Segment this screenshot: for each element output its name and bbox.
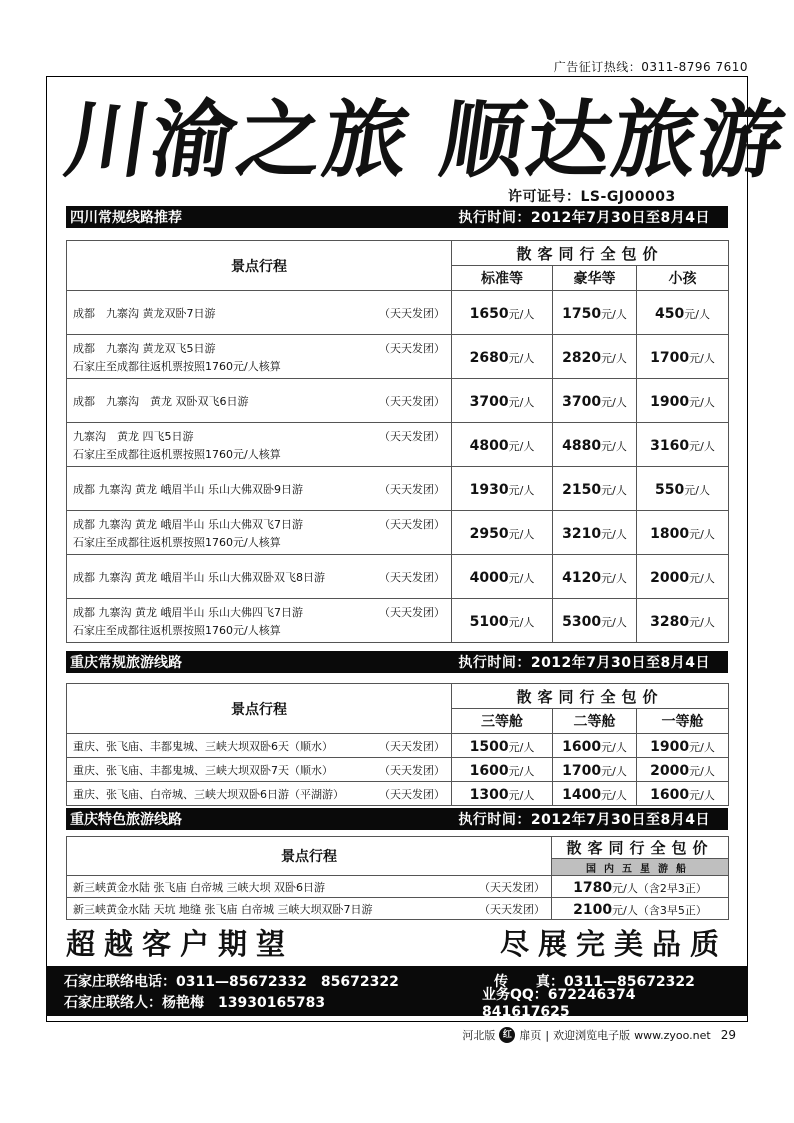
- price-unit: 元/人: [689, 765, 715, 778]
- price-unit: 元/人: [508, 484, 535, 497]
- price-cell: [452, 782, 553, 806]
- route-line: [73, 340, 445, 356]
- price-value: 3160: [650, 438, 690, 454]
- route-line: [73, 901, 545, 917]
- price-value: 1800: [650, 526, 690, 542]
- section-period: 执行时间：2012年7月30日至8月4日: [458, 210, 710, 226]
- price-unit: 元/人: [684, 308, 710, 321]
- price-cell: [553, 555, 637, 599]
- price-unit: 元/人: [689, 352, 715, 365]
- table-row: [67, 379, 729, 423]
- price-value: 2820: [562, 350, 602, 366]
- departure-frequency: （天天发团）: [379, 341, 445, 355]
- price-cell: [637, 423, 729, 467]
- contact-person: 石家庄联络人：杨艳梅 13930165783: [64, 994, 326, 1011]
- price-unit: 元/人: [689, 789, 715, 802]
- table-row: [67, 758, 729, 782]
- price-cell: [553, 782, 637, 806]
- class-header: 标准等: [452, 266, 553, 291]
- section-bar-chongqing: [66, 651, 728, 673]
- slogan: [66, 921, 728, 963]
- route-cell: [67, 379, 452, 423]
- route-cell: [67, 467, 452, 511]
- route-line: [73, 305, 445, 321]
- price-cell: [452, 423, 553, 467]
- footer-section: 扉页: [519, 1029, 542, 1042]
- route-note: 石家庄至成都往返机票按照1760元/人核算: [73, 623, 281, 637]
- price-value: 1600: [650, 787, 690, 803]
- section-title: 重庆特色旅游线路: [70, 812, 182, 828]
- price-value: 1750: [562, 306, 602, 322]
- price-cell: [552, 898, 729, 920]
- table-row: [67, 291, 729, 335]
- table-row: [67, 599, 729, 643]
- price-cell: [553, 379, 637, 423]
- price-value: 2100: [573, 902, 613, 918]
- departure-frequency: （天天发团）: [379, 517, 445, 531]
- price-unit: 元/人: [601, 789, 627, 802]
- price-value: 3700: [469, 394, 509, 410]
- departure-frequency: （天天发团）: [379, 605, 445, 619]
- price-value: 1900: [650, 394, 690, 410]
- price-unit: 元/人: [689, 616, 715, 629]
- price-unit: 元/人: [689, 741, 715, 754]
- table-row: [67, 876, 729, 898]
- departure-frequency: （天天发团）: [379, 482, 445, 496]
- col-route-header: 景点行程: [67, 837, 552, 876]
- price-unit: 元/人: [601, 765, 627, 778]
- departure-frequency: （天天发团）: [479, 902, 545, 916]
- price-cell: [637, 758, 729, 782]
- price-unit: 元/人: [601, 396, 627, 409]
- price-value: 450: [655, 306, 685, 322]
- route-cell: [67, 291, 452, 335]
- price-cell: [553, 511, 637, 555]
- route-cell: [67, 734, 452, 758]
- price-value: 1600: [562, 739, 602, 755]
- price-unit: 元/人: [601, 440, 627, 453]
- route-cell: [67, 876, 552, 898]
- price-cell: [637, 782, 729, 806]
- price-cell: [452, 555, 553, 599]
- section-title: 重庆常规旅游线路: [70, 655, 182, 671]
- brand-title: 川渝之旅 顺达旅游: [59, 90, 793, 189]
- section-period: 执行时间：2012年7月30日至8月4日: [458, 655, 710, 671]
- route-name: 成都 九寨沟 黄龙 峨眉半山 乐山大佛四飞7日游: [73, 605, 303, 619]
- route-cell: [67, 423, 452, 467]
- price-value: 2000: [650, 570, 690, 586]
- price-cell: [637, 379, 729, 423]
- price-value: 1400: [562, 787, 602, 803]
- contact-phone: 石家庄联络电话：0311—85672332 85672322: [64, 973, 399, 990]
- col-group-header: 散客同行全包价: [452, 684, 729, 709]
- section-period: 执行时间：2012年7月30日至8月4日: [458, 812, 710, 828]
- route-line: [73, 786, 445, 802]
- class-header: 三等舱: [452, 709, 553, 734]
- price-cell: [637, 291, 729, 335]
- price-value: 2150: [562, 482, 602, 498]
- table-row: [67, 423, 729, 467]
- route-cell: [67, 335, 452, 379]
- route-name: 成都 九寨沟 黄龙 峨眉半山 乐山大佛双卧双飞8日游: [73, 570, 325, 584]
- route-line: [73, 879, 545, 895]
- section-title: 四川常规线路推荐: [70, 210, 182, 226]
- price-value: 4120: [562, 570, 602, 586]
- route-cell: [67, 511, 452, 555]
- price-unit: 元/人: [684, 484, 710, 497]
- route-name: 成都 九寨沟 黄龙 峨眉半山 乐山大佛双卧9日游: [73, 482, 303, 496]
- route-line: [73, 428, 445, 444]
- departure-frequency: （天天发团）: [479, 880, 545, 894]
- sichuan-price-table: [66, 240, 729, 643]
- departure-frequency: （天天发团）: [379, 429, 445, 443]
- section-bar-sichuan: [66, 206, 728, 228]
- price-unit: 元/人: [508, 572, 535, 585]
- price-unit: 元/人（含3早5正）: [612, 904, 707, 917]
- route-line: [73, 762, 445, 778]
- slogan-left: 超越客户期望: [66, 926, 295, 961]
- price-value: 4800: [469, 438, 509, 454]
- price-unit: 元/人: [689, 440, 715, 453]
- price-cell: [452, 599, 553, 643]
- route-cell: [67, 782, 452, 806]
- route-line: [73, 738, 445, 754]
- class-header: 一等舱: [637, 709, 729, 734]
- page-footer: 河北版 红 扉页 | 欢迎浏览电子版 www.zyoo.net 29: [462, 1028, 736, 1042]
- price-unit: 元/人: [689, 528, 715, 541]
- col-group-header: 散客同行全包价: [552, 837, 729, 859]
- route-cell: [67, 555, 452, 599]
- price-unit: 元/人: [689, 396, 715, 409]
- table-row: [67, 511, 729, 555]
- table-row: [67, 734, 729, 758]
- route-line: [73, 569, 445, 585]
- route-line: [73, 604, 445, 620]
- route-note: 石家庄至成都往返机票按照1760元/人核算: [73, 359, 281, 373]
- price-value: 4000: [469, 570, 509, 586]
- price-cell: [637, 335, 729, 379]
- contact-qq: 业务QQ：672246374 841617625: [481, 986, 650, 1020]
- price-cell: [637, 467, 729, 511]
- price-cell: [452, 734, 553, 758]
- price-value: 550: [655, 482, 685, 498]
- price-value: 1700: [650, 350, 690, 366]
- departure-frequency: （天天发团）: [379, 570, 445, 584]
- footer-edition: 河北版: [462, 1029, 496, 1042]
- col-group-header: 散客同行全包价: [452, 241, 729, 266]
- route-name: 成都 九寨沟 黄龙 双卧双飞6日游: [73, 394, 249, 408]
- route-note: 石家庄至成都往返机票按照1760元/人核算: [73, 447, 281, 461]
- route-cell: [67, 898, 552, 920]
- contact-fax: 传 真：0311—85672322: [494, 973, 695, 990]
- price-value: 1780: [573, 880, 613, 896]
- price-unit: 元/人: [508, 765, 535, 778]
- page-number: 29: [720, 1028, 736, 1042]
- price-value: 2680: [469, 350, 509, 366]
- route-name: 新三峡黄金水陆 天坑 地缝 张飞庙 白帝城 三峡大坝双卧7日游: [73, 902, 373, 916]
- price-unit: 元/人: [689, 572, 715, 585]
- table-row: [67, 898, 729, 920]
- ad-hotline: 广告征订热线：0311-8796 7610: [553, 60, 748, 74]
- price-cell: [452, 379, 553, 423]
- route-name: 重庆、张飞庙、白帝城、三峡大坝双卧6日游（平湖游）: [73, 787, 344, 801]
- price-value: 5300: [562, 614, 602, 630]
- price-cell: [452, 467, 553, 511]
- price-value: 2000: [650, 763, 690, 779]
- price-cell: [553, 734, 637, 758]
- price-value: 5100: [469, 614, 509, 630]
- class-header: 豪华等: [553, 266, 637, 291]
- price-unit: 元/人: [508, 741, 535, 754]
- route-line: [73, 481, 445, 497]
- special-price-table: [66, 836, 729, 920]
- section-bar-special: [66, 808, 728, 830]
- col-route-header: 景点行程: [67, 684, 452, 734]
- price-cell: [552, 876, 729, 898]
- price-value: 1930: [469, 482, 509, 498]
- price-unit: 元/人: [601, 528, 627, 541]
- route-cell: [67, 599, 452, 643]
- class-header: 小孩: [637, 266, 729, 291]
- price-value: 1500: [469, 739, 509, 755]
- price-unit: 元/人: [601, 616, 627, 629]
- slogan-right: 尽展完美品质: [499, 926, 728, 961]
- price-unit: 元/人: [508, 528, 535, 541]
- price-unit: 元/人: [508, 440, 535, 453]
- class-header: 二等舱: [553, 709, 637, 734]
- route-name: 重庆、张飞庙、丰都鬼城、三峡大坝双卧7天（顺水）: [73, 763, 333, 777]
- table-row: [67, 467, 729, 511]
- price-cell: [452, 758, 553, 782]
- price-cell: [553, 467, 637, 511]
- price-cell: [637, 555, 729, 599]
- route-name: 重庆、张飞庙、丰都鬼城、三峡大坝双卧6天（顺水）: [73, 739, 333, 753]
- price-cell: [637, 734, 729, 758]
- price-unit: 元/人: [508, 616, 535, 629]
- publication-logo-icon: 红: [499, 1027, 515, 1043]
- price-value: 4880: [562, 438, 602, 454]
- price-cell: [553, 335, 637, 379]
- departure-frequency: （天天发团）: [379, 394, 445, 408]
- footer-site-link[interactable]: www.zyoo.net: [634, 1028, 711, 1042]
- price-unit: 元/人: [601, 484, 627, 497]
- route-cell: [67, 758, 452, 782]
- price-cell: [553, 758, 637, 782]
- price-value: 1600: [469, 763, 509, 779]
- cruise-sub-header: 国内五星游船: [552, 859, 729, 876]
- route-name: 九寨沟 黄龙 四飞5日游: [73, 429, 194, 443]
- price-value: 1650: [469, 306, 509, 322]
- price-value: 3280: [650, 614, 690, 630]
- table-row: [67, 782, 729, 806]
- departure-frequency: （天天发团）: [379, 763, 445, 777]
- price-unit: 元/人: [508, 789, 535, 802]
- price-cell: [452, 335, 553, 379]
- table-row: [67, 335, 729, 379]
- price-value: 2950: [469, 526, 509, 542]
- price-cell: [553, 599, 637, 643]
- price-value: 1700: [562, 763, 602, 779]
- price-unit: 元/人: [601, 741, 627, 754]
- price-value: 3700: [562, 394, 602, 410]
- price-unit: 元/人: [601, 572, 627, 585]
- table-row: [67, 555, 729, 599]
- departure-frequency: （天天发团）: [379, 787, 445, 801]
- license-number: 许可证号：LS-GJ00003: [508, 189, 676, 205]
- price-unit: 元/人: [508, 352, 535, 365]
- footer-welcome: 欢迎浏览电子版: [553, 1029, 631, 1042]
- price-cell: [553, 423, 637, 467]
- departure-frequency: （天天发团）: [379, 739, 445, 753]
- price-cell: [637, 599, 729, 643]
- route-line: [73, 516, 445, 532]
- departure-frequency: （天天发团）: [379, 306, 445, 320]
- price-value: 1900: [650, 739, 690, 755]
- price-unit: 元/人: [508, 308, 535, 321]
- route-name: 成都 九寨沟 黄龙双飞5日游: [73, 341, 216, 355]
- route-name: 新三峡黄金水陆 张飞庙 白帝城 三峡大坝 双卧6日游: [73, 880, 325, 894]
- price-cell: [452, 291, 553, 335]
- price-value: 3210: [562, 526, 602, 542]
- price-unit: 元/人: [508, 396, 535, 409]
- route-note: 石家庄至成都往返机票按照1760元/人核算: [73, 535, 281, 549]
- price-value: 1300: [469, 787, 509, 803]
- route-name: 成都 九寨沟 黄龙双卧7日游: [73, 306, 216, 320]
- price-cell: [637, 511, 729, 555]
- price-cell: [553, 291, 637, 335]
- col-route-header: 景点行程: [67, 241, 452, 291]
- route-name: 成都 九寨沟 黄龙 峨眉半山 乐山大佛双飞7日游: [73, 517, 303, 531]
- price-unit: 元/人: [601, 308, 627, 321]
- price-unit: 元/人（含2早3正）: [612, 882, 707, 895]
- route-line: [73, 393, 445, 409]
- contact-bar: [46, 966, 748, 1020]
- chongqing-price-table: [66, 683, 729, 806]
- price-unit: 元/人: [601, 352, 627, 365]
- price-cell: [452, 511, 553, 555]
